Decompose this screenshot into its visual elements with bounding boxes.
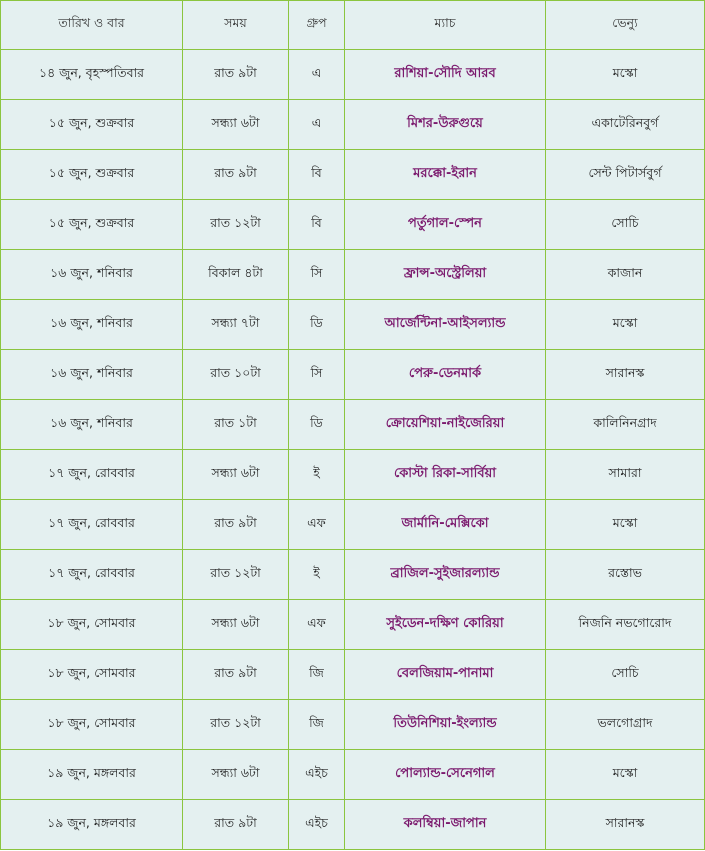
cell-group: বি [289, 150, 345, 200]
cell-match: তিউনিশিয়া-ইংল্যান্ড [345, 700, 546, 750]
cell-group: জি [289, 700, 345, 750]
cell-match: পেরু-ডেনমার্ক [345, 350, 546, 400]
cell-time: রাত ৯টা [183, 650, 289, 700]
table-row [1, 700, 705, 750]
cell-group: ডি [289, 400, 345, 450]
table-row [1, 250, 705, 300]
cell-group: এইচ [289, 800, 345, 850]
table-row [1, 500, 705, 550]
cell-group: সি [289, 350, 345, 400]
cell-match: ফ্রান্স-অস্ট্রেলিয়া [345, 250, 546, 300]
cell-time: রাত ১টা [183, 400, 289, 450]
cell-match: পর্তুগাল-স্পেন [345, 200, 546, 250]
cell-group: এইচ [289, 750, 345, 800]
cell-venue: নিজনি নভগোরোদ [546, 600, 705, 650]
table-row [1, 450, 705, 500]
header-group: গ্রুপ [289, 1, 345, 50]
table-row [1, 100, 705, 150]
table-row [1, 300, 705, 350]
table-row [1, 600, 705, 650]
cell-date: ১৬ জুন, শনিবার [1, 250, 183, 300]
cell-venue: সেন্ট পিটার্সবুর্গ [546, 150, 705, 200]
cell-time: সন্ধ্যা ৭টা [183, 300, 289, 350]
cell-date: ১৭ জুন, রোববার [1, 500, 183, 550]
cell-venue: একাটেরিনবুর্গ [546, 100, 705, 150]
cell-match: ক্রোয়েশিয়া-নাইজেরিয়া [345, 400, 546, 450]
header-venue: ভেন্যু [546, 1, 705, 50]
cell-group: এ [289, 50, 345, 100]
cell-group: জি [289, 650, 345, 700]
table-row [1, 800, 705, 850]
cell-match: জার্মানি-মেক্সিকো [345, 500, 546, 550]
cell-date: ১৫ জুন, শুক্রবার [1, 150, 183, 200]
cell-date: ১৯ জুন, মঙ্গলবার [1, 750, 183, 800]
cell-match: কোস্টা রিকা-সার্বিয়া [345, 450, 546, 500]
cell-date: ১৪ জুন, বৃহস্পতিবার [1, 50, 183, 100]
cell-time: সন্ধ্যা ৬টা [183, 100, 289, 150]
cell-time: সন্ধ্যা ৬টা [183, 600, 289, 650]
cell-match: রাশিয়া-সৌদি আরব [345, 50, 546, 100]
cell-date: ১৮ জুন, সোমবার [1, 650, 183, 700]
table-row [1, 400, 705, 450]
cell-venue: সারানস্ক [546, 800, 705, 850]
cell-date: ১৬ জুন, শনিবার [1, 400, 183, 450]
cell-match: সুইডেন-দক্ষিণ কোরিয়া [345, 600, 546, 650]
cell-group: সি [289, 250, 345, 300]
cell-date: ১৮ জুন, সোমবার [1, 600, 183, 650]
cell-match: ব্রাজিল-সুইজারল্যান্ড [345, 550, 546, 600]
table-row [1, 150, 705, 200]
cell-time: রাত ৯টা [183, 800, 289, 850]
cell-match: পোল্যান্ড-সেনেগাল [345, 750, 546, 800]
cell-venue: মস্কো [546, 50, 705, 100]
cell-date: ১৫ জুন, শুক্রবার [1, 200, 183, 250]
table-row [1, 750, 705, 800]
header-time: সময় [183, 1, 289, 50]
cell-date: ১৭ জুন, রোববার [1, 450, 183, 500]
table-header [1, 1, 705, 50]
cell-time: সন্ধ্যা ৬টা [183, 750, 289, 800]
cell-match: বেলজিয়াম-পানামা [345, 650, 546, 700]
cell-venue: কালিনিনগ্রাদ [546, 400, 705, 450]
cell-venue: সারানস্ক [546, 350, 705, 400]
cell-venue: সামারা [546, 450, 705, 500]
cell-date: ১৮ জুন, সোমবার [1, 700, 183, 750]
cell-time: রাত ১০টা [183, 350, 289, 400]
cell-date: ১৯ জুন, মঙ্গলবার [1, 800, 183, 850]
cell-date: ১৬ জুন, শনিবার [1, 300, 183, 350]
table-row [1, 650, 705, 700]
cell-venue: মস্কো [546, 300, 705, 350]
cell-time: সন্ধ্যা ৬টা [183, 450, 289, 500]
cell-time: রাত ১২টা [183, 200, 289, 250]
header-match: ম্যাচ [345, 1, 546, 50]
cell-time: রাত ১২টা [183, 550, 289, 600]
cell-venue: রস্তোভ [546, 550, 705, 600]
cell-group: এ [289, 100, 345, 150]
cell-match: আর্জেন্টিনা-আইসল্যান্ড [345, 300, 546, 350]
cell-date: ১৫ জুন, শুক্রবার [1, 100, 183, 150]
cell-time: বিকাল ৪টা [183, 250, 289, 300]
table-row [1, 550, 705, 600]
cell-group: এফ [289, 600, 345, 650]
cell-match: মিশর-উরুগুয়ে [345, 100, 546, 150]
cell-venue: ভলগোগ্রাদ [546, 700, 705, 750]
cell-date: ১৭ জুন, রোববার [1, 550, 183, 600]
cell-match: মরক্কো-ইরান [345, 150, 546, 200]
table-row [1, 200, 705, 250]
cell-venue: কাজান [546, 250, 705, 300]
table-row [1, 50, 705, 100]
cell-match: কলম্বিয়া-জাপান [345, 800, 546, 850]
cell-time: রাত ৯টা [183, 50, 289, 100]
cell-venue: মস্কো [546, 750, 705, 800]
cell-venue: মস্কো [546, 500, 705, 550]
cell-group: বি [289, 200, 345, 250]
table-row [1, 350, 705, 400]
table-body [1, 50, 705, 850]
cell-time: রাত ৯টা [183, 500, 289, 550]
cell-time: রাত ১২টা [183, 700, 289, 750]
cell-time: রাত ৯টা [183, 150, 289, 200]
cell-group: ই [289, 450, 345, 500]
cell-venue: সোচি [546, 200, 705, 250]
cell-group: এফ [289, 500, 345, 550]
cell-venue: সোচি [546, 650, 705, 700]
cell-group: ই [289, 550, 345, 600]
cell-group: ডি [289, 300, 345, 350]
cell-date: ১৬ জুন, শনিবার [1, 350, 183, 400]
header-row [1, 1, 705, 50]
header-date-day: তারিখ ও বার [1, 1, 183, 50]
